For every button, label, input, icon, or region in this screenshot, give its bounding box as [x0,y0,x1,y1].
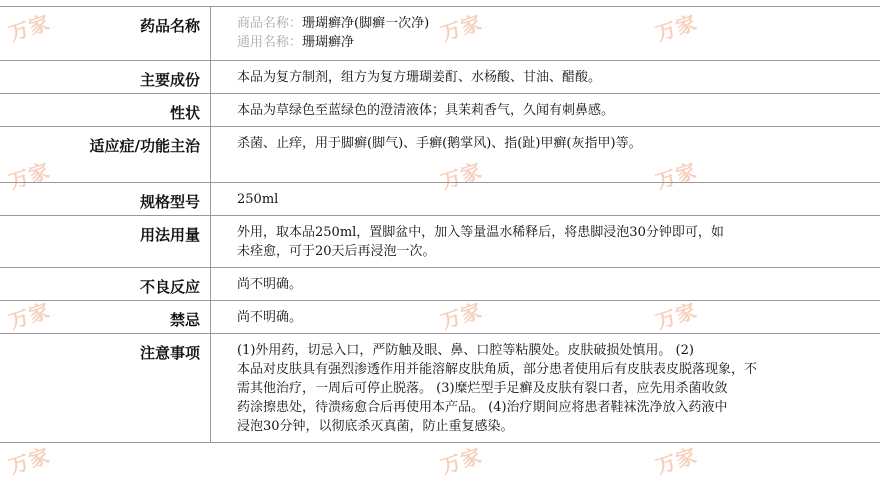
label-ingredients: 主要成份 [0,61,211,94]
value-spec: 250ml [211,183,880,216]
label-indications: 适应症/功能主治 [0,127,211,183]
label-drug-name: 药品名称 [0,7,211,61]
watermark: 万家 [437,158,486,194]
value-drug-name [211,7,880,61]
watermark: 万家 [5,10,54,46]
row-ingredients [0,61,880,94]
row-appearance [0,94,880,127]
usage-line: 外用，取本品250ml，置脚盆中，加入等量温水稀释后，将患脚浸泡30分钟即可，如 [237,225,724,240]
watermark: 万家 [652,158,701,194]
row-usage [0,216,880,268]
precaution-line: (1)外用药，切忌入口，严防触及眼、鼻、口腔等粘膜处。皮肤破损处慎用。 (2) [237,343,694,358]
row-indications [0,127,880,183]
watermark: 万家 [5,158,54,194]
value-contraindications: 尚不明确。 [211,301,880,334]
generic-name-value: 珊瑚癣净 [302,35,355,50]
watermark: 万家 [652,298,701,334]
row-spec [0,183,880,216]
precaution-line: 浸泡30分钟，以彻底杀灭真菌，防止重复感染。 [237,419,514,434]
value-precautions [211,334,880,443]
label-usage: 用法用量 [0,216,211,268]
watermark: 万家 [5,298,54,334]
label-contraindications: 禁忌 [0,301,211,334]
watermark: 万家 [652,10,701,46]
precaution-line: 药涂擦患处，待溃疡愈合后再使用本产品。 (4)治疗期间应将患者鞋袜洗净放入药液中 [237,400,728,415]
label-spec: 规格型号 [0,183,211,216]
label-appearance: 性状 [0,94,211,127]
generic-name-prefix: 通用名称： [237,35,303,50]
value-appearance: 本品为草绿色至蓝绿色的澄清液体；具茉莉香气，久闻有刺鼻感。 [211,94,880,127]
row-adverse [0,268,880,301]
drug-spec-table [0,6,880,443]
watermark: 万家 [437,10,486,46]
precaution-line: 需其他治疗，一周后可停止脱落。 (3)糜烂型手足癣及皮肤有裂口者，应先用杀菌收敛 [237,381,728,396]
trade-name-prefix: 商品名称： [237,16,303,31]
label-adverse: 不良反应 [0,268,211,301]
usage-line: 未痊愈，可于20天后再浸泡一次。 [237,244,436,259]
row-contraindications [0,301,880,334]
value-ingredients: 本品为复方制剂，组方为复方珊瑚姜酊、水杨酸、甘油、醋酸。 [211,61,880,94]
watermark: 万家 [5,443,54,479]
precaution-line: 本品对皮肤具有强烈渗透作用并能溶解皮肤角质，部分患者使用后有皮肤表皮脱落现象，不 [237,362,758,377]
value-adverse: 尚不明确。 [211,268,880,301]
row-precautions [0,334,880,443]
value-indications: 杀菌、止痒，用于脚癣(脚气)、手癣(鹅掌风)、指(趾)甲癣(灰指甲)等。 [211,127,880,183]
row-drug-name [0,7,880,61]
label-precautions: 注意事项 [0,334,211,443]
watermark: 万家 [437,298,486,334]
watermark: 万家 [437,443,486,479]
value-usage [211,216,880,268]
trade-name-value: 珊瑚癣净(脚癣一次净) [302,16,430,31]
watermark: 万家 [652,443,701,479]
